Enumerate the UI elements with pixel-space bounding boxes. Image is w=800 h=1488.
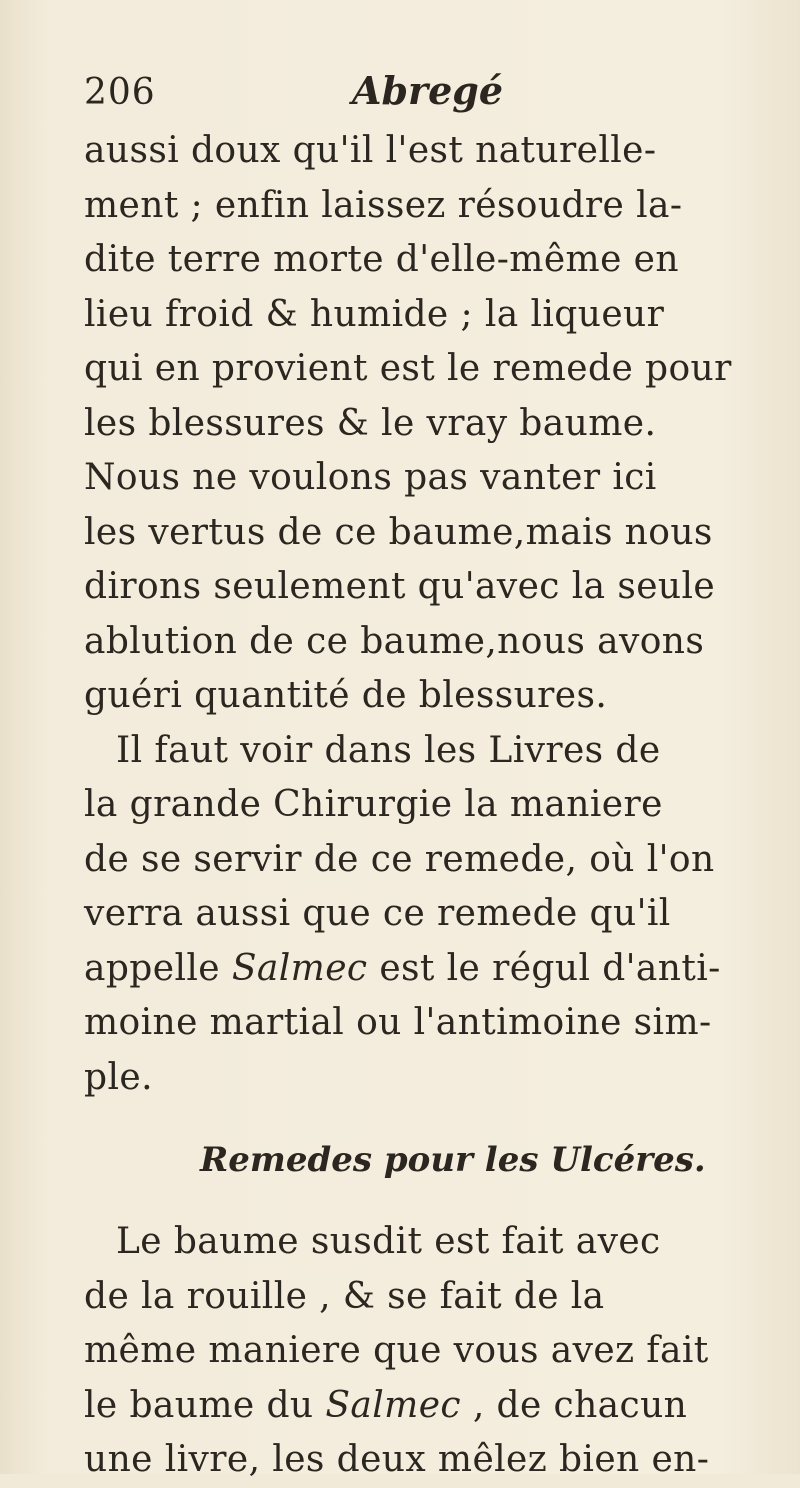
page-number: 206 — [84, 72, 156, 113]
text-run: le baume du — [84, 1384, 326, 1426]
text-line: de se servir de ce remede, où l'on — [84, 838, 715, 880]
running-head: Abregé — [352, 68, 503, 113]
text-line: même maniere que vous avez fait — [84, 1330, 709, 1371]
text-line: aussi doux qu'il l'est naturelle- — [84, 130, 657, 171]
text-line: ablution de ce baume,nous avons — [84, 620, 705, 662]
italic-term: Salmec — [325, 1384, 461, 1426]
text-line — [84, 1379, 744, 1434]
text-line: dite terre morte d'elle-même en — [84, 239, 679, 280]
text-line: Le baume susdit est fait avec — [116, 1221, 661, 1262]
text-line: moine martial ou l'antimoine sim- — [84, 1002, 712, 1043]
text-line: de la rouille , & se fait de la — [84, 1275, 605, 1317]
text-line: ple. — [84, 1056, 153, 1098]
text-line: une livre, les deux mêlez bien en- — [84, 1439, 710, 1480]
text-line: Il faut voir dans les Livres de — [116, 729, 661, 771]
text-line: ment ; enfin laissez résoudre la- — [84, 184, 683, 226]
section-heading: Remedes pour les Ulcéres. — [200, 1140, 706, 1180]
text-line: qui en provient est le remede pour — [84, 348, 732, 389]
text-run: appelle — [84, 947, 232, 989]
text-line: les blessures & le vray baume. — [84, 402, 657, 444]
text-run: , de chacun — [460, 1384, 688, 1426]
text-block — [84, 124, 744, 1488]
italic-term: Salmec — [231, 947, 368, 989]
text-line: les vertus de ce baume,mais nous — [84, 511, 713, 553]
text-line: lieu froid & humide ; la liqueur — [84, 293, 665, 335]
text-line: la grande Chirurgie la maniere — [84, 784, 663, 825]
spacer — [84, 1187, 744, 1215]
text-line: dirons seulement qu'avec la seule — [84, 566, 716, 607]
page-header — [84, 62, 724, 118]
text-line: guéri quantité de blessures. — [84, 675, 608, 716]
text-line: Nous ne voulons pas vanter ici — [84, 457, 657, 498]
spacer — [84, 1105, 744, 1133]
text-line: verra aussi que ce remede qu'il — [84, 893, 671, 934]
text-run: est le régul d'anti- — [367, 947, 721, 989]
text-line — [84, 942, 744, 997]
